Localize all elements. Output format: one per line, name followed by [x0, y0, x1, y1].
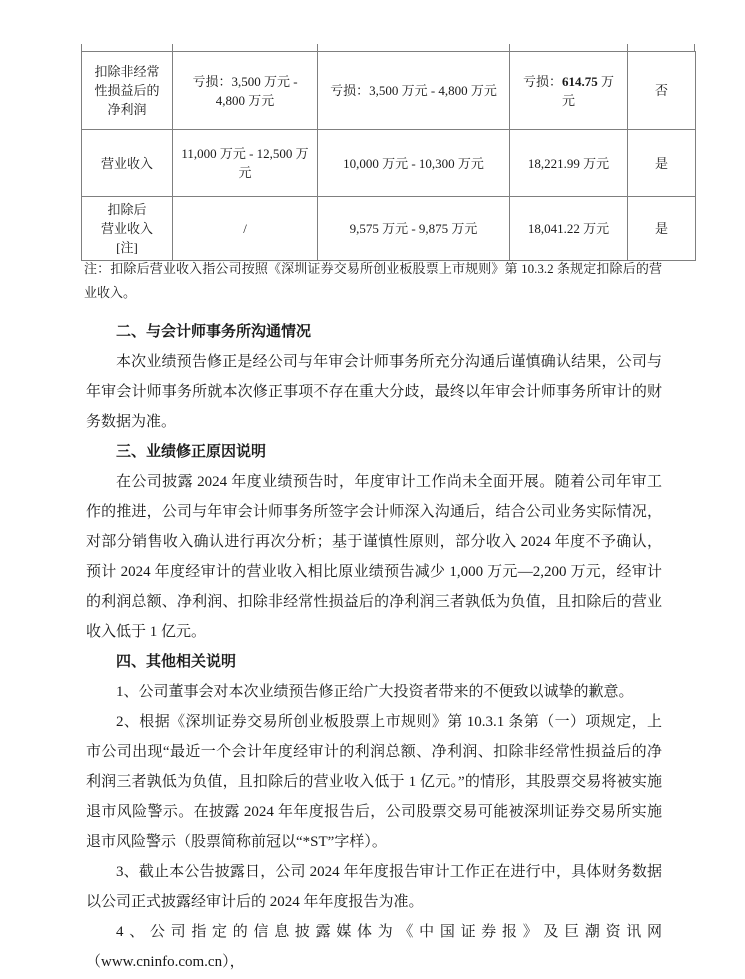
other-note-item-2: 2、根据《深圳证券交易所创业板股票上市规则》第 10.3.1 条第（一）项规定，上市公司出现“最近一个会计年度经审计的利润总额、净利润、扣除非经常性损益后的净利润三者孰低为负值，且扣除后的营业收入低于 1 亿元。”的情形，其股票交易将被实施退市风险警示。在披露 2024 年年度报告后，公司股票交易可能被深圳证券交易所实施退市风险警示（股票简称前冠以“*ST”字样）。: [86, 714, 662, 850]
indicator-line: 营业收入: [100, 155, 153, 171]
table-cell-indicator: [82, 52, 173, 130]
table-border-stub: [81, 44, 172, 51]
loss-label: 亏损：: [522, 73, 562, 89]
indicator-line: 扣除后: [107, 202, 147, 217]
other-note-item-1: 1、公司董事会对本次业绩预告修正给广大投资者带来的不便致以诚挚的歉意。: [116, 684, 634, 700]
section-heading-other-notes: 四、其他相关说明: [116, 654, 237, 670]
other-note-item-4: 4、公司指定的信息披露媒体为《中国证券报》及巨潮资讯网（www.cninfo.com.cn），: [86, 924, 662, 970]
indicator-line: 营业收入: [100, 221, 153, 236]
table-row: [82, 130, 696, 197]
paragraph-revision-reason: 在公司披露 2024 年度业绩预告时，年度审计工作尚未全面开展。随着公司年审工作的推进，公司与年审会计师事务所签字会计师深入沟通后，结合公司业务实际情况，对部分销售收入确认进行再次分析；基于谨慎性原则，部分收入 2024 年度不予确认，预计 2024 年度经审计的营业收入相比原业绩预告减少 1,000 万元—2,200 万元，经审计的利润总额、净利润、扣除非经常性损益后的净利润三者孰低为负值，且扣除后的营业收入低于 1 亿元。: [86, 474, 662, 640]
table-row: [82, 197, 696, 261]
indicator-line: [注]: [116, 240, 138, 255]
table-cell-indicator: [82, 197, 173, 261]
table-cell-flag: 是: [628, 197, 696, 261]
table-cell-original-forecast: 11,000 万元 - 12,500 万元: [173, 130, 318, 197]
table-cell-actual-value: 18,221.99 万元: [510, 130, 628, 197]
table-cell-revised-forecast: 亏损：3,500 万元 - 4,800 万元: [318, 52, 510, 130]
table-cell-flag: 否: [628, 52, 696, 130]
table-cutoff-row-stubs: [81, 44, 695, 51]
section-heading-communication: 二、与会计师事务所沟通情况: [116, 324, 312, 340]
table-cell-actual-value: 18,041.22 万元: [510, 197, 628, 261]
paragraph-communication: 本次业绩预告修正是经公司与年审会计师事务所充分沟通后谨慎确认结果，公司与年审会计师事务所就本次修正事项不存在重大分歧，最终以年审会计师事务所审计的财务数据为准。: [86, 354, 662, 430]
table-row: [82, 52, 696, 130]
indicator-line: 扣除非经常: [94, 64, 160, 79]
table-border-stub: [317, 44, 509, 51]
table-border-stub: [509, 44, 627, 51]
table-border-stub: [172, 44, 317, 51]
section-heading-revision-reason: 三、业绩修正原因说明: [116, 444, 267, 460]
performance-table: [81, 51, 696, 261]
other-note-item-3: 3、截止本公告披露日，公司 2024 年年度报告审计工作正在进行中，具体财务数据以公司正式披露经审计后的 2024 年年度报告为准。: [86, 864, 662, 910]
table-cell-actual-value: [510, 52, 628, 130]
table-cell-revised-forecast: 10,000 万元 - 10,300 万元: [318, 130, 510, 197]
table-footnote: 注：扣除后营业收入指公司按照《深圳证券交易所创业板股票上市规则》第 10.3.2 条规定扣除后的营业收入。: [84, 261, 662, 300]
table-cell-flag: 是: [628, 130, 696, 197]
document-body: [86, 317, 662, 977]
table-border-stub: [627, 44, 695, 51]
indicator-line: 性损益后的: [94, 83, 160, 98]
table-cell-original-forecast: /: [173, 197, 318, 261]
table-cell-revised-forecast: 9,575 万元 - 9,875 万元: [318, 197, 510, 261]
table-cell-indicator: [82, 130, 173, 197]
indicator-line: 净利润: [107, 102, 147, 117]
loss-unit: 万元: [561, 73, 615, 108]
table-cell-original-forecast: 亏损：3,500 万元 - 4,800 万元: [173, 52, 318, 130]
loss-amount: 614.75: [562, 73, 598, 89]
performance-revision-table: [81, 44, 695, 261]
